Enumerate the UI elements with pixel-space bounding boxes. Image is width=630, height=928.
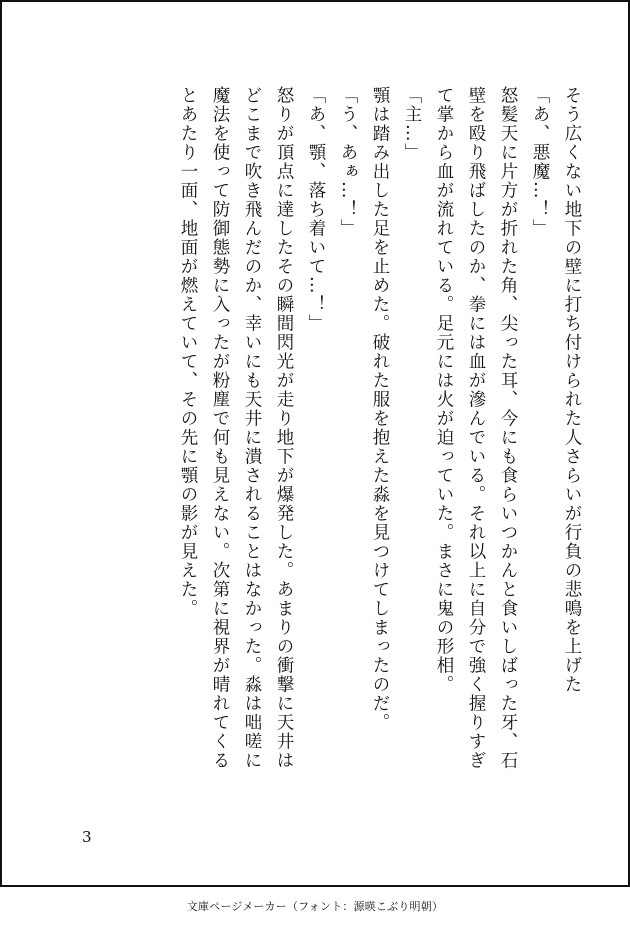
- text-line: 「あ、悪魔…！」: [530, 86, 550, 238]
- text-line: とあたり一面、地面が燃えていて、その先に顎の影が見えた。: [178, 86, 198, 618]
- page-number: 3: [82, 828, 92, 846]
- text-line: 怒りが頂点に達したその瞬間閃光が走り地下が爆発した。あまりの衝撃に天井は: [274, 86, 294, 770]
- text-line: どこまで吹き飛んだのか、幸いにも天井に潰されることはなかった。淼は咄嗟に: [242, 86, 262, 770]
- vertical-text-body: [172, 86, 588, 786]
- footer-caption: 文庫ページメーカー（フォント：源暎こぶり明朝）: [186, 900, 444, 913]
- text-line: 顎は踏み出した足を止めた。破れた服を抱えた淼を見つけてしまったのだ。: [370, 86, 390, 732]
- text-line: 怒髪天に片方が折れた角、尖った耳、今にも食らいつかんと食いしばった牙、石: [498, 86, 518, 770]
- text-line: 壁を殴り飛ばしたのか、拳には血が滲んでいる。それ以上に自分で強く握りすぎ: [466, 86, 486, 770]
- text-line: そう広くない地下の壁に打ち付けられた人さらいが行負の悲鳴を上げた: [562, 86, 582, 694]
- text-line: 魔法を使って防御態勢に入ったが粉塵で何も見えない。次第に視界が晴れてくる: [210, 86, 230, 770]
- text-line: 「う、あぁ…！」: [338, 86, 358, 238]
- text-line: 「あ、顎、落ち着いて…！」: [306, 86, 326, 333]
- text-line: て掌から血が流れている。足元には火が迫っていた。まさに鬼の形相。: [434, 86, 454, 694]
- text-line: 「主…」: [402, 86, 422, 162]
